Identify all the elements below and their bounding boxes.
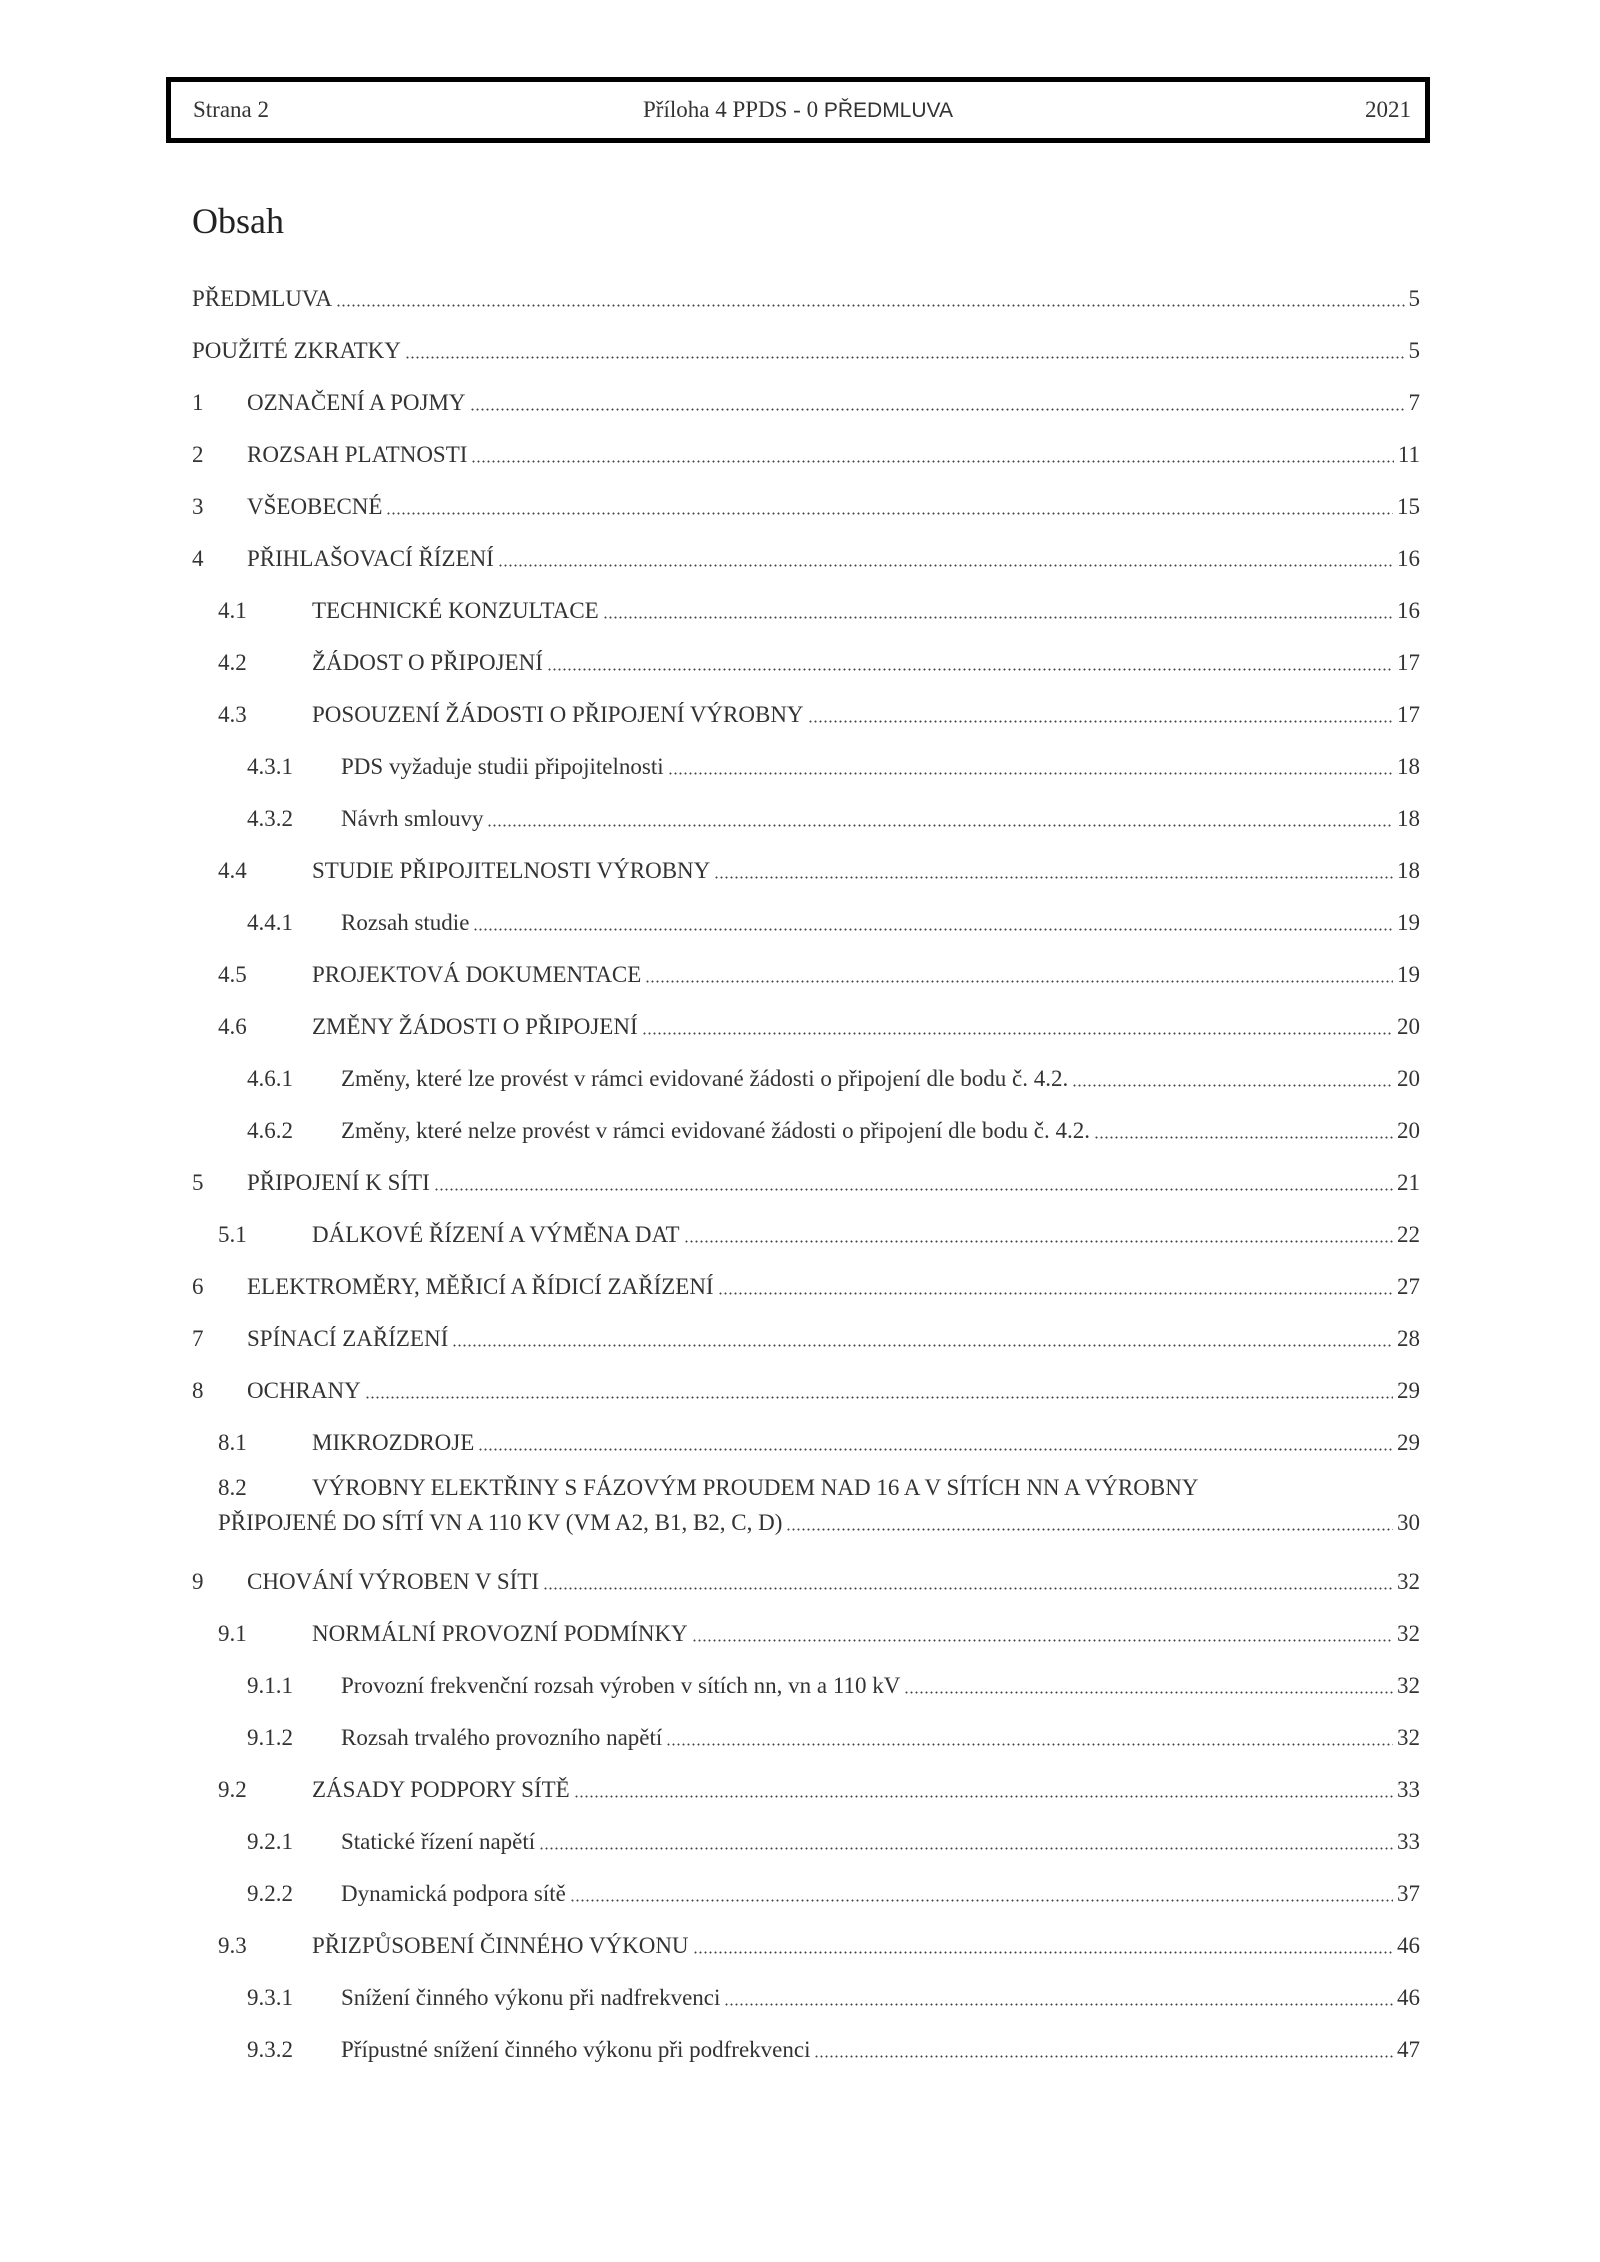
toc-entry-title: ZMĚNY ŽÁDOSTI O PŘIPOJENÍ — [312, 1014, 638, 1039]
dot-leader — [473, 928, 1393, 931]
toc-entry-title: POSOUZENÍ ŽÁDOSTI O PŘIPOJENÍ VÝROBNY — [312, 702, 804, 727]
toc-entry[interactable] — [192, 836, 1420, 888]
toc-entry[interactable] — [192, 732, 1420, 784]
dot-leader — [471, 460, 1393, 463]
toc-entry[interactable] — [192, 1304, 1420, 1356]
toc-entry-number: 8 — [192, 1378, 204, 1403]
toc-entry[interactable] — [192, 888, 1420, 940]
toc-entry-number: 8.1 — [218, 1430, 247, 1455]
dot-leader — [386, 512, 1393, 515]
dot-leader — [336, 304, 1404, 307]
toc-entry-number: 6 — [192, 1274, 204, 1299]
toc-entry[interactable] — [192, 992, 1420, 1044]
toc-entry-title: Rozsah studie — [341, 910, 470, 935]
dot-leader — [684, 1240, 1393, 1243]
dot-leader — [405, 356, 1405, 359]
toc-entry[interactable] — [192, 1963, 1420, 2015]
toc-entry-title: VÝROBNY ELEKTŘINY S FÁZOVÝM PROUDEM NAD 16 A V SÍTÍCH NN A VÝROBNY — [312, 1475, 1199, 1500]
toc-entry-title: PROJEKTOVÁ DOKUMENTACE — [312, 962, 642, 987]
toc-entry-page: 46 — [1397, 1985, 1420, 2010]
toc-entry-number: 4.4 — [218, 858, 247, 883]
toc-entry-number: 2 — [192, 442, 204, 467]
toc-entry-title: Statické řízení napětí — [341, 1829, 536, 1854]
toc-entry[interactable] — [192, 1547, 1420, 1599]
toc-entry[interactable] — [192, 1252, 1420, 1304]
dot-leader — [808, 720, 1393, 723]
toc-entry-page: 17 — [1397, 702, 1420, 727]
dot-leader — [498, 564, 1393, 567]
dot-leader — [692, 1639, 1393, 1642]
dot-leader — [365, 1396, 1393, 1399]
dot-leader — [574, 1795, 1393, 1798]
toc-entry[interactable] — [192, 1200, 1420, 1252]
toc-entry[interactable] — [192, 264, 1420, 316]
toc-entry[interactable] — [192, 1599, 1420, 1651]
dot-leader — [724, 2003, 1393, 2006]
table-of-contents — [192, 264, 1420, 2067]
toc-entry[interactable] — [192, 1044, 1420, 1096]
dot-leader — [904, 1691, 1393, 1694]
toc-entry-number: 5.1 — [218, 1222, 247, 1247]
toc-entry-title: Změny, které nelze provést v rámci evidované žádosti o připojení dle bodu č. 4.2. — [341, 1118, 1090, 1143]
toc-entry-number: 3 — [192, 494, 204, 519]
toc-entry-title: STUDIE PŘIPOJITELNOSTI VÝROBNY — [312, 858, 711, 883]
toc-heading: Obsah — [192, 201, 284, 241]
toc-entry[interactable] — [192, 1356, 1420, 1408]
dot-leader — [668, 772, 1393, 775]
toc-entry-page: 20 — [1397, 1066, 1420, 1091]
toc-entry-page: 5 — [1408, 286, 1420, 311]
toc-entry-number: 7 — [192, 1326, 204, 1351]
dot-leader — [642, 1032, 1393, 1035]
toc-entry-title: Dynamická podpora sítě — [341, 1881, 566, 1906]
dot-leader — [539, 1847, 1393, 1850]
toc-entry-page: 22 — [1397, 1222, 1420, 1247]
toc-entry-page: 28 — [1397, 1326, 1420, 1351]
toc-entry-title: PŘIZPŮSOBENÍ ČINNÉHO VÝKONU — [312, 1933, 689, 1958]
toc-entry-number: 9.2.2 — [247, 1881, 293, 1906]
toc-entry-title: Snížení činného výkonu při nadfrekvenci — [341, 1985, 721, 2010]
toc-entry-page: 15 — [1397, 494, 1420, 519]
toc-entry-page: 16 — [1397, 598, 1420, 623]
toc-entry-page: 37 — [1397, 1881, 1420, 1906]
toc-entry-title: ROZSAH PLATNOSTI — [247, 442, 468, 467]
toc-entry-page: 19 — [1397, 910, 1420, 935]
toc-entry-page: 33 — [1397, 1829, 1420, 1854]
toc-entry-page: 18 — [1397, 858, 1420, 883]
toc-entry-number: 9.3.1 — [247, 1985, 293, 2010]
toc-entry-page: 17 — [1397, 650, 1420, 675]
dot-leader — [470, 408, 1405, 411]
toc-entry-number: 4.3.1 — [247, 754, 293, 779]
toc-entry-number: 4.4.1 — [247, 910, 293, 935]
toc-entry[interactable] — [192, 2015, 1420, 2067]
toc-entry-title: MIKROZDROJE — [312, 1430, 475, 1455]
toc-entry-title: Změny, které lze provést v rámci evidované žádosti o připojení dle bodu č. 4.2. — [341, 1066, 1069, 1091]
dot-leader — [478, 1448, 1393, 1451]
toc-entry[interactable] — [192, 1755, 1420, 1807]
toc-entry-title: DÁLKOVÉ ŘÍZENÍ A VÝMĚNA DAT — [312, 1222, 680, 1247]
toc-entry[interactable] — [192, 680, 1420, 732]
toc-entry-page: 21 — [1397, 1170, 1420, 1195]
toc-entry-page: 29 — [1397, 1430, 1420, 1455]
toc-entry-page: 47 — [1397, 2037, 1420, 2062]
toc-entry-number: 9.3.2 — [247, 2037, 293, 2062]
toc-entry[interactable] — [192, 368, 1420, 420]
toc-entry-page: 20 — [1397, 1014, 1420, 1039]
toc-entry[interactable] — [192, 1651, 1420, 1703]
toc-entry-title: TECHNICKÉ KONZULTACE — [312, 598, 599, 623]
toc-entry-title: PŘIHLAŠOVACÍ ŘÍZENÍ — [247, 546, 494, 571]
toc-entry-page: 33 — [1397, 1777, 1420, 1802]
toc-entry-title: ŽÁDOST O PŘIPOJENÍ — [312, 650, 543, 675]
toc-entry[interactable] — [192, 524, 1420, 576]
toc-entry-number: 4.3 — [218, 702, 247, 727]
toc-entry[interactable] — [192, 1408, 1420, 1460]
toc-entry-number: 4 — [192, 546, 204, 571]
toc-entry-number: 4.1 — [218, 598, 247, 623]
dot-leader — [666, 1743, 1393, 1746]
toc-entry[interactable] — [192, 1911, 1420, 1963]
document-title — [171, 97, 1425, 123]
toc-entry-number: 4.6.2 — [247, 1118, 293, 1143]
toc-entry[interactable] — [192, 1148, 1420, 1200]
toc-entry-title: OCHRANY — [247, 1378, 361, 1403]
dot-leader — [487, 824, 1393, 827]
toc-entry-number: 9 — [192, 1569, 204, 1594]
toc-entry-number: 9.2.1 — [247, 1829, 293, 1854]
toc-entry-page: 32 — [1397, 1569, 1420, 1594]
toc-entry-number: 9.1.1 — [247, 1673, 293, 1698]
dot-leader — [570, 1899, 1393, 1902]
toc-entry-page: 16 — [1397, 546, 1420, 571]
toc-entry-number: 4.2 — [218, 650, 247, 675]
toc-entry-number: 9.3 — [218, 1933, 247, 1958]
toc-entry-page: 18 — [1397, 754, 1420, 779]
document-title-section: PŘEDMLUVA — [823, 99, 953, 122]
toc-entry-page: 27 — [1397, 1274, 1420, 1299]
dot-leader — [434, 1188, 1393, 1191]
toc-entry-number: 4.3.2 — [247, 806, 293, 831]
toc-entry-title: PŘEDMLUVA — [192, 286, 333, 311]
dot-leader — [693, 1951, 1393, 1954]
dot-leader — [543, 1587, 1393, 1590]
toc-entry-number: 5 — [192, 1170, 204, 1195]
toc-entry-page: 19 — [1397, 962, 1420, 987]
toc-entry-number: 4.5 — [218, 962, 247, 987]
toc-entry-page: 30 — [1397, 1510, 1420, 1535]
toc-entry-number: 9.2 — [218, 1777, 247, 1802]
toc-entry[interactable] — [192, 1096, 1420, 1148]
toc-entry-title: SPÍNACÍ ZAŘÍZENÍ — [247, 1326, 449, 1351]
dot-leader — [603, 616, 1393, 619]
toc-entry-number: 1 — [192, 390, 204, 415]
toc-entry-page: 11 — [1397, 442, 1420, 467]
toc-entry[interactable] — [192, 472, 1420, 524]
toc-entry[interactable] — [192, 628, 1420, 680]
toc-entry-page: 32 — [1397, 1621, 1420, 1646]
toc-entry-title: ZÁSADY PODPORY SÍTĚ — [312, 1777, 570, 1802]
toc-entry-page: 46 — [1397, 1933, 1420, 1958]
dot-leader — [645, 980, 1393, 983]
dot-leader — [1094, 1136, 1393, 1139]
year-label: 2021 — [1365, 97, 1411, 122]
toc-entry-title: POUŽITÉ ZKRATKY — [192, 338, 401, 363]
toc-entry[interactable] — [192, 940, 1420, 992]
dot-leader — [1072, 1084, 1393, 1087]
toc-entry-title: Návrh smlouvy — [341, 806, 484, 831]
toc-entry-title: Provozní frekvenční rozsah výroben v sítích nn, vn a 110 kV — [341, 1673, 901, 1698]
toc-entry-title: ELEKTROMĚRY, MĚŘICÍ A ŘÍDICÍ ZAŘÍZENÍ — [247, 1274, 714, 1299]
toc-entry[interactable] — [192, 1703, 1420, 1755]
toc-entry-number: 9.1 — [218, 1621, 247, 1646]
toc-entry-title: PŘIPOJENÍ K SÍTI — [247, 1170, 430, 1195]
toc-entry-page: 32 — [1397, 1673, 1420, 1698]
toc-entry[interactable] — [192, 420, 1420, 472]
toc-entry[interactable] — [192, 576, 1420, 628]
toc-entry-page: 18 — [1397, 806, 1420, 831]
document-title-serif: Příloha 4 PPDS - 0 — [643, 97, 824, 122]
toc-entry-number: 9.1.2 — [247, 1725, 293, 1750]
toc-entry-title: NORMÁLNÍ PROVOZNÍ PODMÍNKY — [312, 1621, 688, 1646]
toc-entry-page: 7 — [1408, 390, 1420, 415]
toc-entry-title: Rozsah trvalého provozního napětí — [341, 1725, 663, 1750]
page-header — [166, 77, 1430, 143]
toc-entry-page: 32 — [1397, 1725, 1420, 1750]
toc-entry[interactable] — [192, 316, 1420, 368]
dot-leader — [547, 668, 1393, 671]
toc-entry-title: VŠEOBECNÉ — [247, 494, 383, 519]
toc-entry[interactable] — [192, 1807, 1420, 1859]
toc-entry-title: CHOVÁNÍ VÝROBEN V SÍTI — [247, 1569, 539, 1594]
dot-leader — [814, 2055, 1393, 2058]
toc-entry-number: 4.6 — [218, 1014, 247, 1039]
dot-leader — [452, 1344, 1393, 1347]
dot-leader — [718, 1292, 1393, 1295]
dot-leader — [714, 876, 1393, 879]
toc-entry-title: Přípustné snížení činného výkonu při podfrekvenci — [341, 2037, 811, 2062]
toc-entry-number: 4.6.1 — [247, 1066, 293, 1091]
toc-entry-page: 20 — [1397, 1118, 1420, 1143]
toc-entry-number: 8.2 — [218, 1475, 247, 1500]
dot-leader — [786, 1528, 1393, 1531]
toc-entry-page: 29 — [1397, 1378, 1420, 1403]
toc-entry-title-continued: PŘIPOJENÉ DO SÍTÍ VN A 110 KV (VM A2, B1, B2, C, D) — [218, 1510, 783, 1535]
toc-entry[interactable] — [192, 1859, 1420, 1911]
toc-entry[interactable] — [192, 784, 1420, 836]
toc-entry-page: 5 — [1408, 338, 1420, 363]
toc-entry-title: PDS vyžaduje studii připojitelnosti — [341, 754, 664, 779]
toc-entry[interactable] — [192, 1460, 1420, 1540]
toc-entry-title: OZNAČENÍ A POJMY — [247, 390, 466, 415]
page-number-label: Strana 2 — [193, 97, 270, 122]
